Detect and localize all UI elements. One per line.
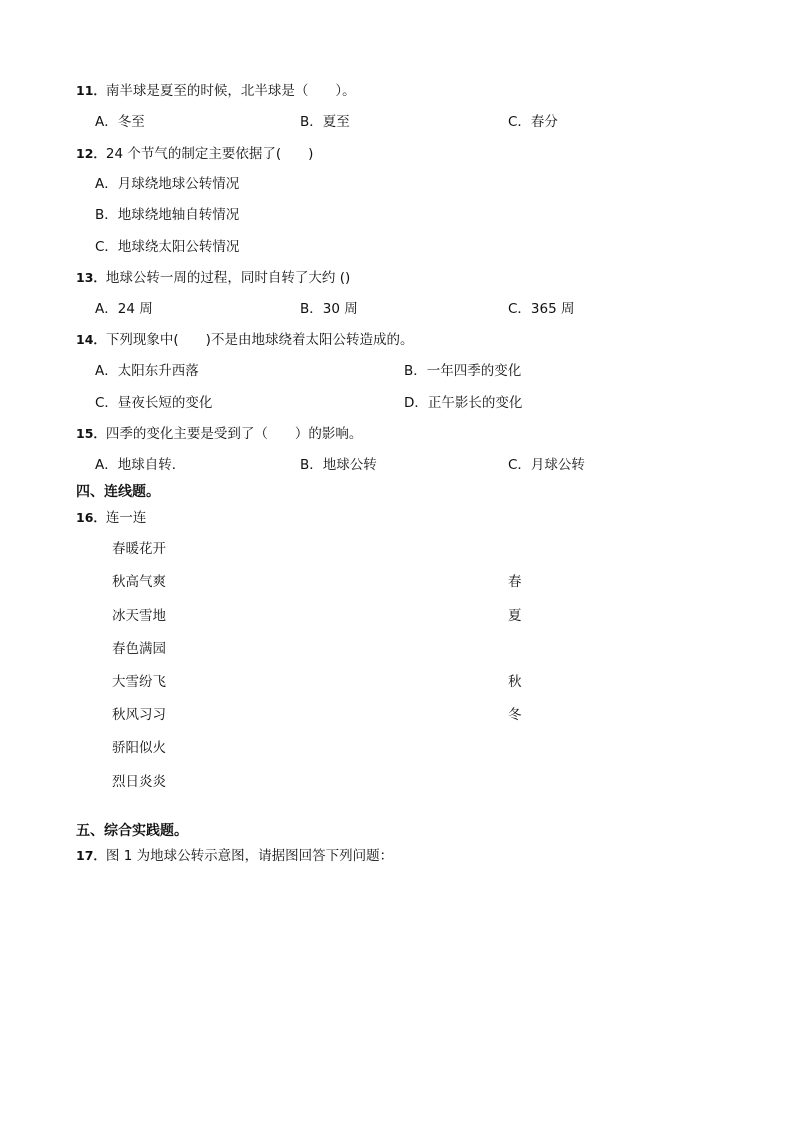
question-number: 17． [76, 848, 106, 863]
question-stem: 四季的变化主要是受到了（ ）的影响。 [105, 426, 363, 442]
match-right-item[interactable]: 春 [508, 574, 522, 590]
match-left-item[interactable]: 春色满园 [112, 641, 166, 657]
section-heading-5: 五、综合实践题。 [76, 823, 188, 839]
option-a[interactable]: A．冬至 [95, 114, 145, 130]
question-stem: 下列现象中( )不是由地球绕着太阳公转造成的。 [105, 332, 414, 348]
option-a[interactable]: A．月球绕地球公转情况 [95, 176, 240, 192]
question-number: 11． [76, 83, 106, 98]
question-number: 15． [76, 426, 106, 441]
option-c[interactable]: C．月球公转 [508, 457, 585, 473]
option-c[interactable]: C．昼夜长短的变化 [95, 395, 213, 411]
question-stem: 24 个节气的制定主要依据了( ) [105, 146, 314, 162]
question-11 [76, 82, 356, 100]
section-heading-4: 四、连线题。 [76, 484, 160, 500]
match-right-item[interactable]: 夏 [508, 608, 522, 624]
option-a[interactable]: A．地球自转． [95, 457, 186, 473]
option-c[interactable]: C．地球绕太阳公转情况 [95, 239, 240, 255]
question-14 [76, 331, 413, 349]
match-left-item[interactable]: 秋高气爽 [112, 574, 166, 590]
question-15 [76, 425, 362, 443]
option-b[interactable]: B．夏至 [300, 114, 350, 130]
option-c[interactable]: C．365 周 [508, 301, 575, 317]
question-12 [76, 145, 313, 163]
question-13 [76, 269, 350, 287]
question-number: 13． [76, 270, 106, 285]
option-a[interactable]: A．24 周 [95, 301, 153, 317]
question-stem: 地球公转一周的过程，同时自转了大约 () [105, 270, 351, 286]
option-b[interactable]: B．一年四季的变化 [404, 363, 522, 379]
match-right-item[interactable]: 秋 [508, 674, 522, 690]
question-stem: 南半球是夏至的时候，北半球是（ ）。 [105, 83, 356, 99]
question-stem: 连一连 [105, 510, 147, 526]
match-left-item[interactable]: 冰天雪地 [112, 608, 166, 624]
option-b[interactable]: B．30 周 [300, 301, 358, 317]
match-left-item[interactable]: 烈日炎炎 [112, 774, 166, 790]
question-stem: 图 1 为地球公转示意图，请据图回答下列问题： [105, 848, 394, 864]
option-a[interactable]: A．太阳东升西落 [95, 363, 199, 379]
option-b[interactable]: B．地球绕地轴自转情况 [95, 207, 240, 223]
match-left-item[interactable]: 春暖花开 [112, 541, 166, 557]
match-left-item[interactable]: 骄阳似火 [112, 740, 166, 756]
option-c[interactable]: C．春分 [508, 114, 558, 130]
question-number: 16． [76, 510, 106, 525]
question-17 [76, 847, 393, 865]
match-right-item[interactable]: 冬 [508, 707, 522, 723]
match-left-item[interactable]: 秋风习习 [112, 707, 166, 723]
question-number: 12． [76, 146, 106, 161]
match-left-item[interactable]: 大雪纷飞 [112, 674, 166, 690]
option-b[interactable]: B．地球公转 [300, 457, 377, 473]
option-d[interactable]: D．正午影长的变化 [404, 395, 523, 411]
question-number: 14． [76, 332, 106, 347]
question-16 [76, 509, 146, 527]
